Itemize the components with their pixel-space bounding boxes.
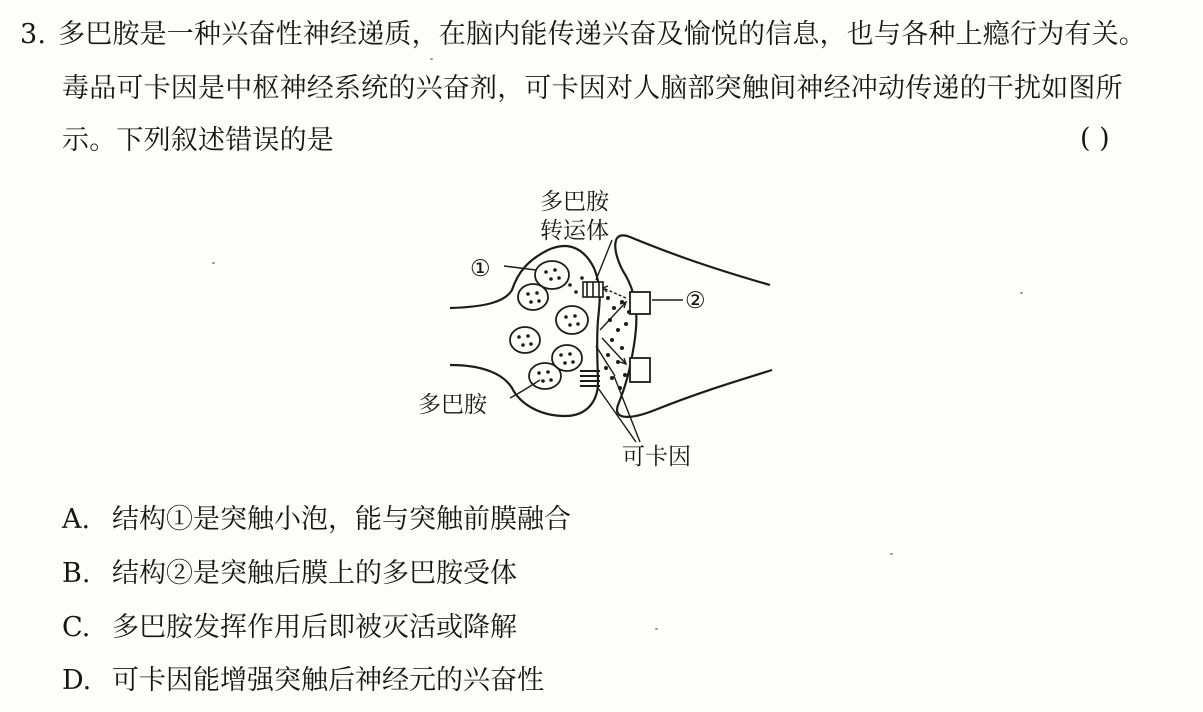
vesicle bbox=[510, 327, 540, 353]
option-c-letter: C. bbox=[62, 612, 91, 643]
question-line-3: 示。下列叙述错误的是 bbox=[62, 125, 334, 156]
label-dopamine-transporter-1: 多巴胺 bbox=[540, 189, 609, 215]
leader-lines bbox=[504, 240, 683, 442]
option-b-letter: B. bbox=[62, 558, 91, 589]
label-structure-1: ① bbox=[470, 256, 491, 282]
scan-speck bbox=[655, 628, 658, 630]
option-a[interactable] bbox=[62, 503, 571, 537]
vesicle bbox=[518, 284, 548, 310]
receptor-upper bbox=[630, 292, 650, 314]
question-line-2: 毒品可卡因是中枢神经系统的兴奋剂，可卡因对人脑部突触间神经冲动传递的干扰如图所 bbox=[62, 73, 1123, 104]
option-c-text: 多巴胺发挥作用后即被灭活或降解 bbox=[112, 612, 517, 643]
option-a-letter: A. bbox=[62, 504, 91, 535]
vesicle bbox=[529, 363, 561, 389]
scan-speck bbox=[890, 553, 893, 555]
option-d-letter: D. bbox=[62, 665, 92, 696]
question-line-1 bbox=[20, 18, 1146, 52]
receptor-lower bbox=[630, 358, 650, 382]
option-a-text: 结构①是突触小泡，能与突触前膜融合 bbox=[112, 504, 571, 535]
option-d-text: 可卡因能增强突触后神经元的兴奋性 bbox=[112, 665, 544, 696]
synaptic-vesicles bbox=[510, 261, 588, 389]
label-dopamine-transporter-2: 转运体 bbox=[540, 218, 609, 244]
option-d[interactable] bbox=[62, 664, 544, 698]
scan-speck bbox=[1020, 292, 1023, 294]
postsynaptic-membrane bbox=[615, 235, 772, 417]
label-structure-2: ② bbox=[685, 288, 706, 314]
option-c[interactable] bbox=[62, 611, 517, 645]
vesicle bbox=[556, 306, 588, 334]
label-dopamine: 多巴胺 bbox=[418, 392, 487, 418]
option-b-text: 结构②是突触后膜上的多巴胺受体 bbox=[112, 558, 517, 589]
question-text-1: 多巴胺是一种兴奋性神经递质，在脑内能传递兴奋及愉悦的信息，也与各种上瘾行为有关。 bbox=[58, 19, 1146, 50]
answer-parentheses: ( ) bbox=[1080, 123, 1110, 154]
dopamine-transporter bbox=[583, 282, 603, 297]
option-b[interactable] bbox=[62, 557, 517, 591]
question-number: 3. bbox=[20, 19, 47, 50]
label-cocaine: 可卡因 bbox=[622, 444, 691, 470]
synapse-diagram bbox=[400, 180, 800, 480]
scan-speck bbox=[430, 58, 433, 60]
scan-speck bbox=[212, 262, 215, 264]
